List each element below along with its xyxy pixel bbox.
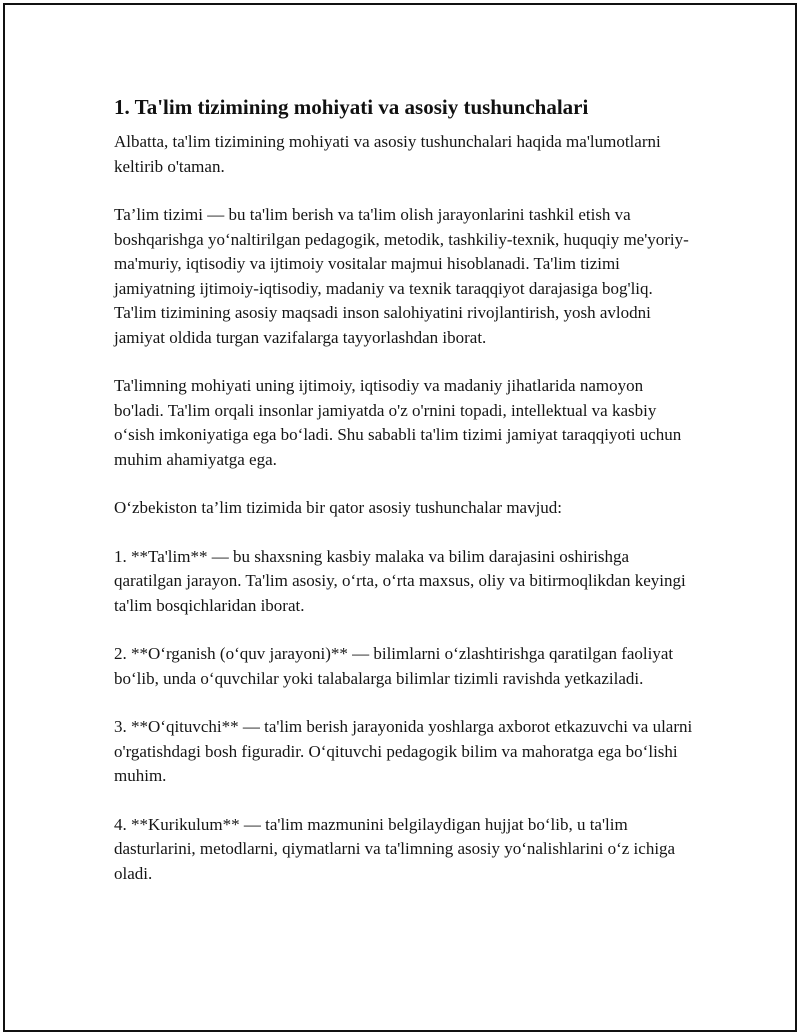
concept-item-talim: 1. **Ta'lim** — bu shaxsning kasbiy malaka va bilim darajasini oshirishga qaratilgan jarayon. Ta'lim asosiy, o‘rta, o‘rta maxsus, oliy va bitirmoqlikdan keyingi ta'lim bosqichlaridan iborat. — [114, 546, 686, 615]
concept-item-oqituvchi: 3. **O‘qituvchi** — ta'lim berish jarayonida yoshlarga axborot etkazuvchi va ularni o'rgatishdagi bosh figuradir. O‘qituvchi pedagogik bilim va mahoratga ega bo‘lishi muhim. — [114, 717, 693, 785]
definition-paragraph: Ta’lim tizimi — bu ta'lim berish va ta'lim olish jarayonlarini tashkil etish va boshqarishga yo‘naltirilgan pedagogik, metodik, tashkiliy-texnik, huquqiy me'yoriy-ma'muriy, iqtisodiy va ijtimoiy vositalar majmui hisoblanadi. Ta'lim tizimi jamiyatning ijtimoiy-iqtisodiy, madaniy va texnik taraqqiyot darajasiga bog'liq. Ta'lim tizimining asosiy maqsadi inson salohiyatini rivojlantirish, yosh avlodni jamiyat oldida turgan vazifalarga tayyorlashdan iborat. — [114, 205, 689, 347]
concepts-intro-paragraph: O‘zbekiston ta’lim tizimida bir qator asosiy tushunchalar mavjud: — [114, 498, 563, 517]
concept-item-kurikulum: 4. **Kurikulum** — ta'lim mazmunini belgilaydigan hujjat bo‘lib, u ta'lim dasturlarini, metodlarni, qiymatlarni va ta'limning asosiy yo‘nalishlarini o‘z ichiga oladi. — [114, 814, 676, 883]
document-body — [114, 93, 694, 886]
concept-item-organish: 2. **O‘rganish (o‘quv jarayoni)** — bilimlarni o‘zlashtirishga qaratilgan faoliyat bo‘lib, unda o‘quvchilar yoki talabalarga bilimlar tizimli ravishda yetkaziladi. — [114, 644, 674, 688]
section-heading: 1. Ta'lim tizimining mohiyati va asosiy tushunchalari — [114, 95, 589, 119]
intro-paragraph: Albatta, ta'lim tizimining mohiyati va asosiy tushunchalari haqida ma'lumotlarni keltirib o'taman. — [114, 132, 661, 176]
essence-paragraph: Ta'limning mohiyati uning ijtimoiy, iqtisodiy va madaniy jihatlarida namoyon bo'ladi. Ta'lim orqali insonlar jamiyatda o'z o'rnini topadi, intellektual va kasbiy o‘sish imkoniyatiga ega bo‘ladi. Shu sababli ta'lim tizimi jamiyat taraqqiyoti uchun muhim ahamiyatga ega. — [114, 376, 682, 469]
